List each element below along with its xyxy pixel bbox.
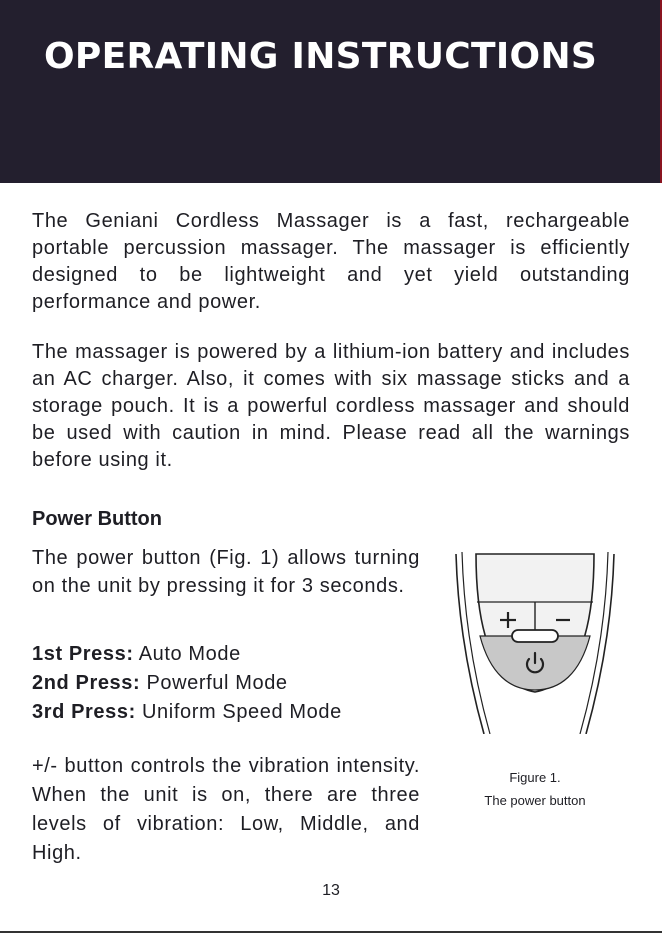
press-mode-label: 3rd Press: — [32, 701, 136, 723]
figure-caption-text: The power button — [484, 793, 586, 808]
power-button-description: The power button (Fig. 1) allows turning on the unit by pressing it for 3 seconds. — [32, 547, 420, 597]
press-mode-item — [32, 640, 420, 669]
press-mode-label: 2nd Press: — [32, 672, 141, 694]
page-number: 13 — [322, 882, 340, 899]
press-modes-list — [32, 640, 420, 727]
vibration-description: +/- button controls the vibration intensity. When the unit is on, there are three levels of vibration: Low, Middle, and High. — [32, 755, 420, 864]
figure-caption-number: Figure 1. — [509, 770, 561, 785]
page-header — [0, 0, 662, 183]
intro-paragraph-1: The Geniani Cordless Massager is a fast, rechargeable portable percussion massager. The massager is efficiently designed to be lightweight and yet yield outstanding performance and power. — [32, 210, 630, 313]
mode-indicator-pill — [512, 630, 558, 642]
page-title: OPERATING INSTRUCTIONS — [44, 36, 598, 77]
power-button-figure — [450, 544, 620, 734]
press-mode-item — [32, 698, 420, 727]
press-mode-label: 1st Press: — [32, 643, 134, 665]
press-mode-value: Powerful Mode — [146, 672, 288, 694]
press-mode-value: Auto Mode — [138, 643, 241, 665]
power-button-heading: Power Button — [32, 508, 162, 530]
intro-paragraph-2: The massager is powered by a lithium-ion battery and includes an AC charger. Also, it comes with six massage sticks and a storage pouch. It is a powerful cordless massager and should be used with caution in mind. Please read all the warnings before using it. — [32, 341, 630, 471]
press-mode-item — [32, 669, 420, 698]
press-mode-value: Uniform Speed Mode — [142, 701, 342, 723]
